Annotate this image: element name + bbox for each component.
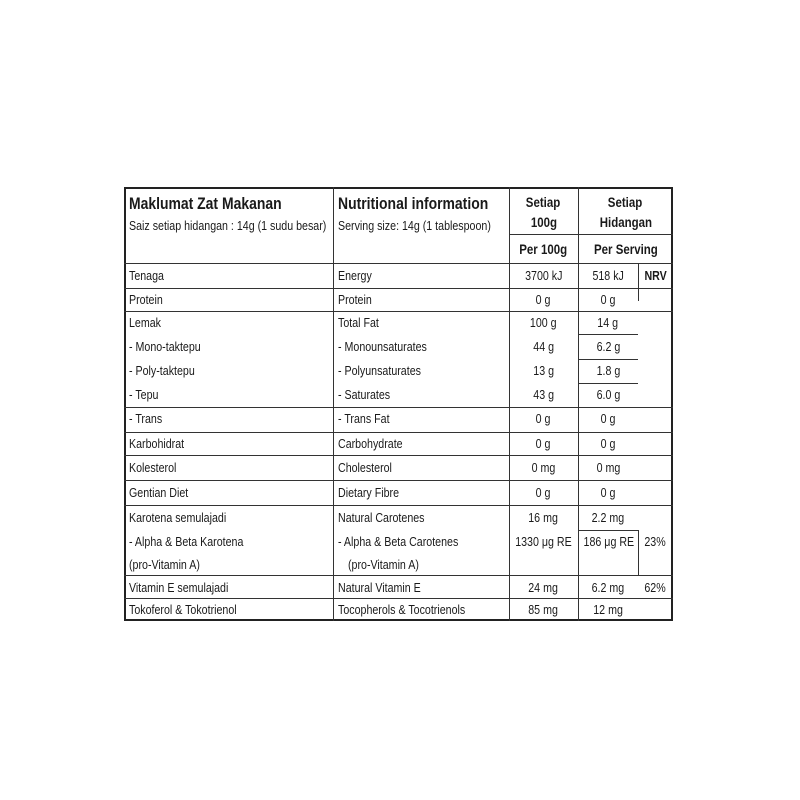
nutrient-name-english: - Trans Fat bbox=[338, 411, 390, 426]
value-per-serving: 0 g bbox=[600, 436, 616, 451]
column-header-per-serving-label: Hidangan bbox=[599, 214, 652, 230]
value-per-serving: 0 g bbox=[600, 411, 616, 426]
row-divider bbox=[124, 480, 673, 481]
row-divider bbox=[124, 432, 673, 433]
nutrient-name-malay: - Mono-taktepu bbox=[129, 339, 201, 354]
value-per-100g: 3700 kJ bbox=[524, 268, 563, 283]
nutrient-name-malay: Kolesterol bbox=[129, 460, 177, 475]
value-per-serving: 14 g bbox=[597, 315, 619, 330]
value-per-serving: 6.0 g bbox=[596, 387, 620, 402]
value-per-100g: 16 mg bbox=[528, 510, 559, 525]
value-per-100g: 24 mg bbox=[528, 580, 559, 595]
row-divider bbox=[124, 598, 673, 599]
nutrient-name-english: Carbohydrate bbox=[338, 436, 403, 451]
column-header-per-serving: Per Serving bbox=[593, 241, 658, 257]
value-per-100g: 85 mg bbox=[528, 602, 559, 617]
nutrient-name-malay: Karotena semulajadi bbox=[129, 510, 227, 525]
nrv-value: 23% bbox=[644, 534, 667, 549]
title-english: Nutritional information bbox=[338, 194, 489, 213]
value-per-serving: 518 kJ bbox=[592, 268, 624, 283]
nutrient-name-malay: - Tepu bbox=[129, 387, 159, 402]
nutrient-name-malay: Lemak bbox=[129, 315, 162, 330]
nutrient-name-malay: Gentian Diet bbox=[129, 485, 189, 500]
row-divider bbox=[124, 288, 673, 289]
nutrient-name-malay: Tokoferol & Tokotrienol bbox=[129, 602, 237, 617]
title-malay: Maklumat Zat Makanan bbox=[129, 194, 282, 213]
value-per-serving: 1.8 g bbox=[596, 363, 620, 378]
nutrition-label bbox=[124, 187, 673, 621]
row-divider bbox=[124, 575, 673, 576]
row-divider bbox=[578, 359, 638, 360]
column-header-per-100g-label: 100g bbox=[530, 214, 557, 230]
nutrient-name-malay: - Trans bbox=[129, 411, 163, 426]
row-divider bbox=[124, 505, 673, 506]
value-per-serving: 6.2 mg bbox=[591, 580, 625, 595]
nutrient-name-english: Cholesterol bbox=[338, 460, 392, 475]
serving-size-malay: Saiz setiap hidangan : 14g (1 sudu besar) bbox=[129, 218, 327, 233]
nutrient-name-english: - Monounsaturates bbox=[338, 339, 427, 354]
value-per-serving: 186 μg RE bbox=[583, 534, 635, 549]
nrv-header: NRV bbox=[644, 268, 667, 283]
value-per-serving: 2.2 mg bbox=[591, 510, 625, 525]
row-divider bbox=[578, 383, 638, 384]
nutrient-name-english: Tocopherols & Tocotrienols bbox=[338, 602, 466, 617]
value-per-serving: 6.2 g bbox=[596, 339, 620, 354]
value-per-100g: 0 mg bbox=[531, 460, 556, 475]
value-per-serving: 12 mg bbox=[593, 602, 623, 617]
column-header-per-serving-label: Setiap bbox=[608, 194, 643, 210]
value-per-serving: 0 mg bbox=[596, 460, 620, 475]
nutrient-name-english: Natural Vitamin E bbox=[338, 580, 421, 595]
nutrient-name-malay: - Poly-taktepu bbox=[129, 363, 195, 378]
row-divider bbox=[509, 234, 673, 235]
nutrient-name-english: (pro-Vitamin A) bbox=[348, 557, 419, 572]
value-per-100g: 1330 μg RE bbox=[515, 534, 572, 549]
value-per-100g: 44 g bbox=[533, 339, 554, 354]
value-per-100g: 100 g bbox=[530, 315, 557, 330]
nutrient-name-english: Energy bbox=[338, 268, 372, 283]
nutrient-name-malay: Karbohidrat bbox=[129, 436, 185, 451]
value-per-100g: 13 g bbox=[533, 363, 554, 378]
row-divider bbox=[124, 455, 673, 456]
nutrient-name-english: - Saturates bbox=[338, 387, 391, 402]
value-per-100g: 0 g bbox=[536, 485, 551, 500]
row-divider bbox=[578, 334, 638, 335]
nutrient-name-english: - Polyunsaturates bbox=[338, 363, 421, 378]
value-per-100g: 0 g bbox=[536, 292, 551, 307]
row-divider bbox=[124, 311, 673, 312]
nutrient-name-malay: (pro-Vitamin A) bbox=[129, 557, 200, 572]
nutrient-name-malay: - Alpha & Beta Karotena bbox=[129, 534, 244, 549]
column-header-per-100g-label: Setiap bbox=[526, 194, 561, 210]
value-per-100g: 0 g bbox=[536, 411, 551, 426]
value-per-100g: 0 g bbox=[536, 436, 551, 451]
nutrient-name-malay: Tenaga bbox=[129, 268, 164, 283]
value-per-100g: 43 g bbox=[533, 387, 554, 402]
row-divider bbox=[124, 263, 673, 264]
nrv-value: 62% bbox=[644, 580, 667, 595]
nutrient-name-malay: Protein bbox=[129, 292, 163, 307]
nutrient-name-malay: Vitamin E semulajadi bbox=[129, 580, 229, 595]
nutrient-name-english: Dietary Fibre bbox=[338, 485, 400, 500]
nutrient-name-english: - Alpha & Beta Carotenes bbox=[338, 534, 459, 549]
column-divider bbox=[333, 187, 334, 621]
row-divider bbox=[124, 407, 673, 408]
row-divider bbox=[578, 530, 638, 531]
nutrient-name-english: Protein bbox=[338, 292, 372, 307]
nutrient-name-english: Total Fat bbox=[338, 315, 379, 330]
serving-size-english: Serving size: 14g (1 tablespoon) bbox=[338, 218, 491, 233]
value-per-serving: 0 g bbox=[600, 485, 616, 500]
value-per-serving: 0 g bbox=[600, 292, 616, 307]
column-header-per-100g: Per 100g bbox=[519, 241, 568, 257]
nutrient-name-english: Natural Carotenes bbox=[338, 510, 425, 525]
